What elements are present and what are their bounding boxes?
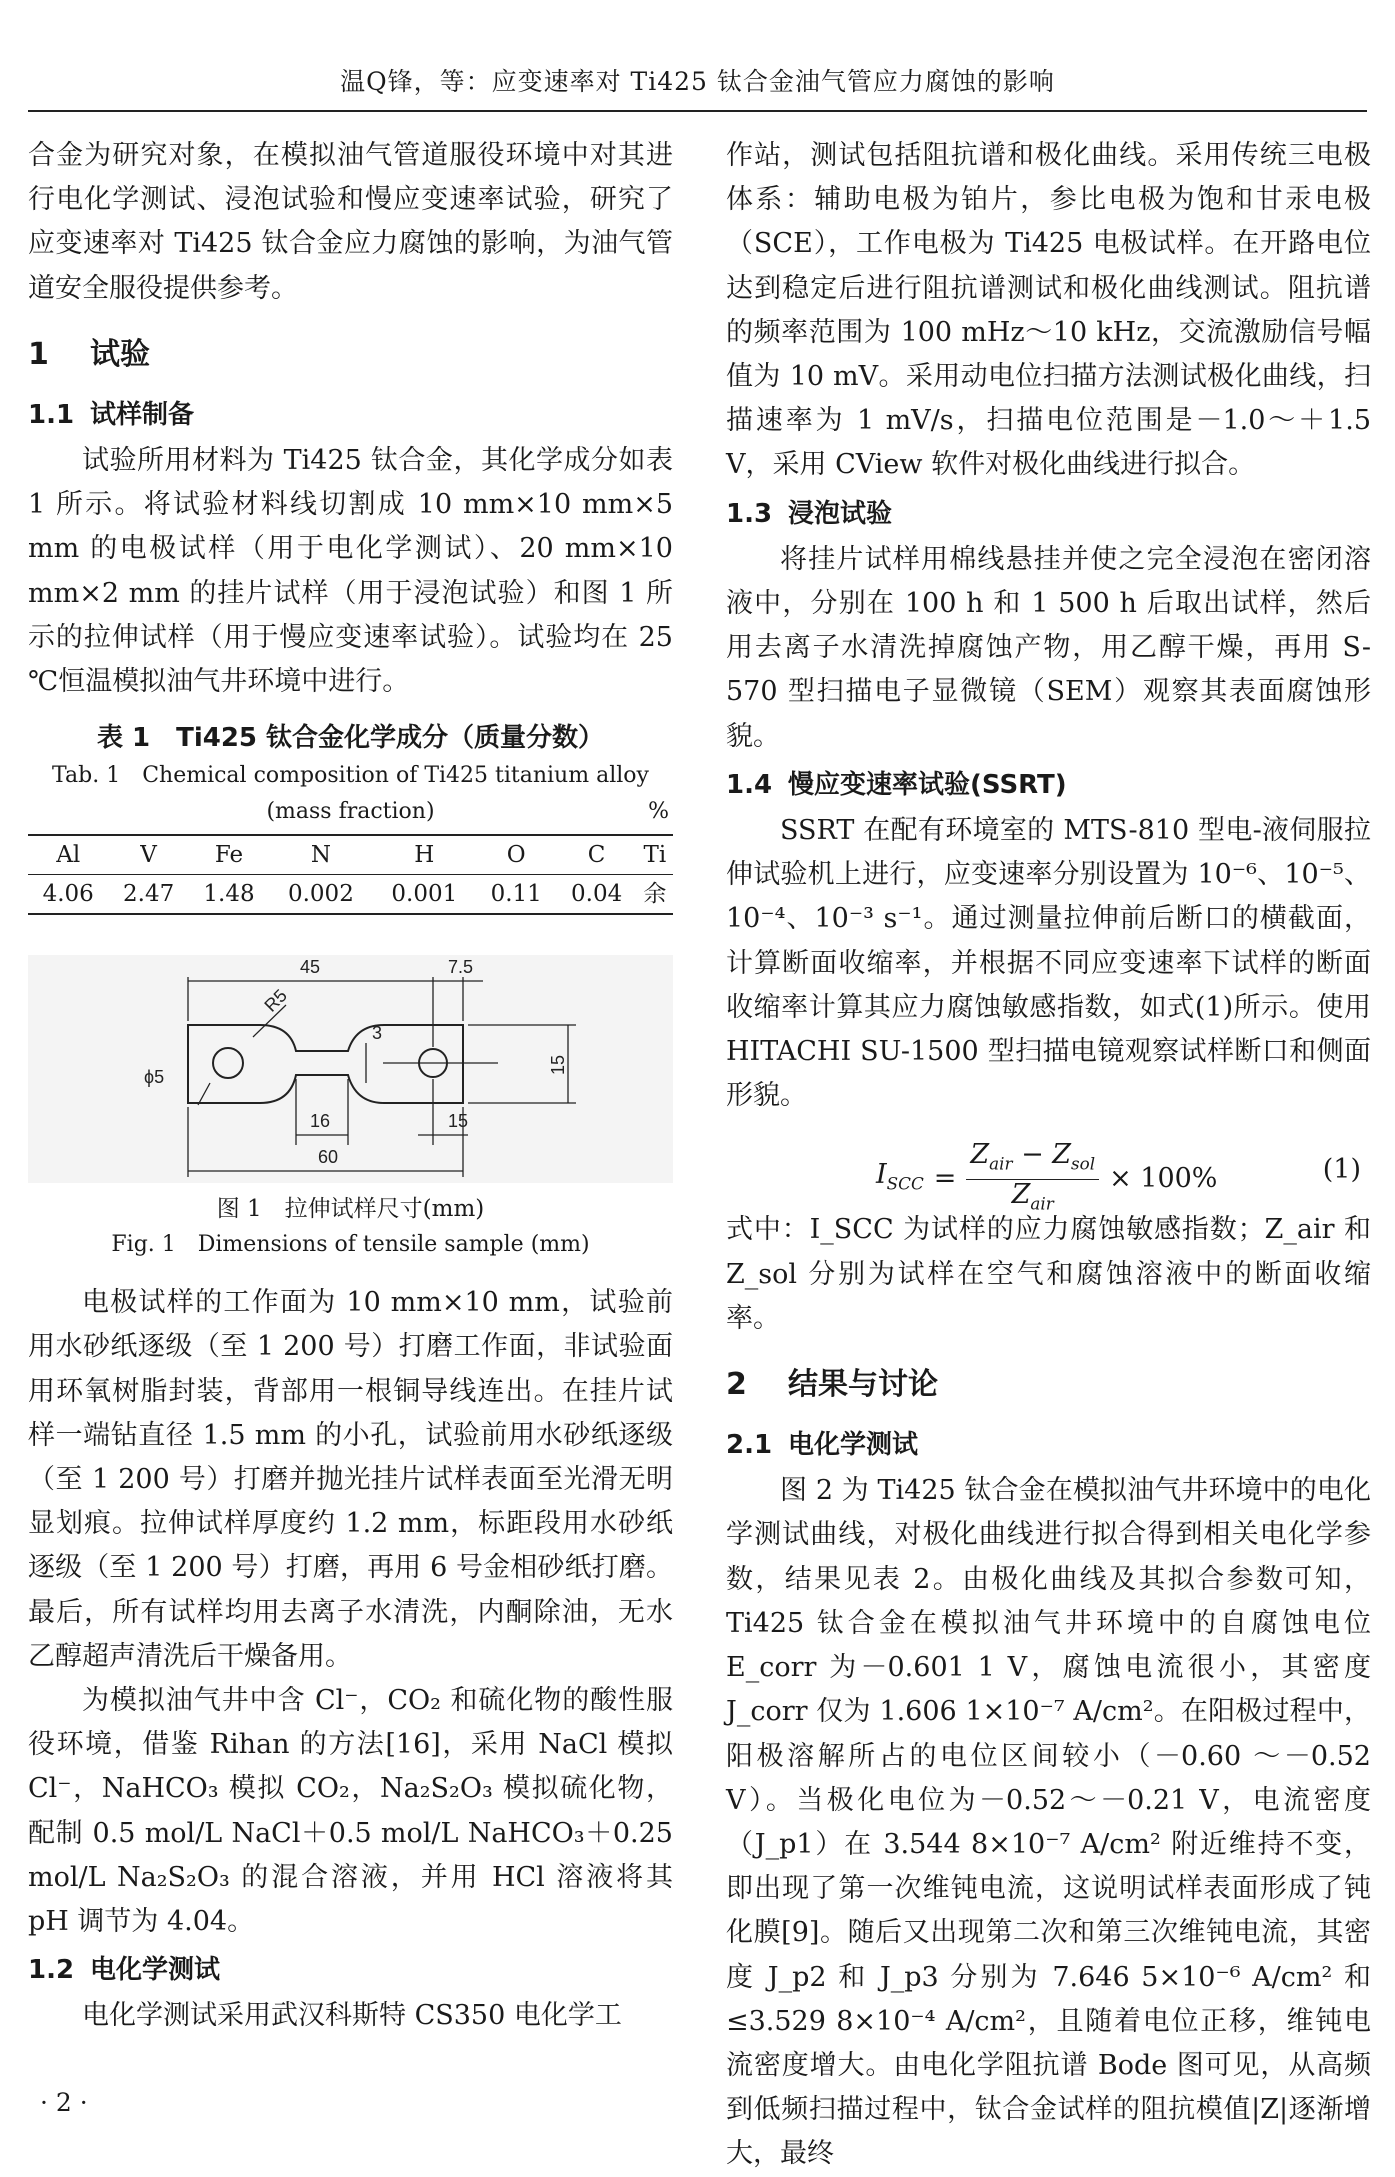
table-1-caption-en-line2 bbox=[28, 794, 673, 830]
eq-numerator bbox=[966, 1140, 1099, 1179]
intro-paragraph: 合金为研究对象，在模拟油气管道服役环境中对其进行电化学测试、浸泡试验和慢应变速率试验，研究了应变速率对 Ti425 钛合金应力腐蚀的影响，为油气管道安全服役提供参考。 bbox=[28, 140, 673, 304]
section-number: 1.2 bbox=[28, 1955, 75, 1986]
dim-16: 16 bbox=[310, 1111, 331, 1132]
section-2-heading bbox=[726, 1361, 1371, 1409]
table-cell: 0.04 bbox=[571, 881, 623, 908]
dim-45: 45 bbox=[300, 957, 321, 978]
table-cell: 1.48 bbox=[203, 881, 255, 908]
section-title: 浸泡试验 bbox=[788, 498, 893, 529]
eq-lhs-sub: SCC bbox=[886, 1173, 924, 1194]
table-1-caption-en2: (mass fraction) bbox=[266, 799, 435, 825]
figure-1-caption-en: Fig. 1 Dimensions of tensile sample (mm) bbox=[111, 1232, 590, 1258]
tensile-sample-drawing bbox=[28, 955, 673, 1183]
header-rule bbox=[28, 110, 1367, 112]
figure-1-caption-cn: 图 1 拉伸试样尺寸(mm) bbox=[216, 1196, 485, 1223]
section-1-3-heading bbox=[726, 492, 1371, 536]
eq-fraction bbox=[966, 1140, 1099, 1218]
section-number: 1.3 bbox=[726, 498, 773, 529]
section-title: 结果与讨论 bbox=[788, 1367, 938, 1403]
paragraph-electrochem-start: 电化学测试采用武汉科斯特 CS350 电化学工 bbox=[82, 2000, 622, 2032]
eq-num-sub1: air bbox=[989, 1153, 1013, 1174]
eq-tail: × 100% bbox=[1109, 1163, 1218, 1195]
section-title: 慢应变速率试验(SSRT) bbox=[788, 769, 1067, 800]
table-header-cell: Fe bbox=[214, 842, 244, 869]
dim-15-horizontal: 15 bbox=[448, 1111, 469, 1132]
table-header-cell: O bbox=[506, 842, 526, 869]
section-title: 试验 bbox=[90, 336, 150, 372]
table-1-caption-en: Tab. 1 Chemical composition of Ti425 titanium alloy bbox=[52, 763, 649, 789]
equation-1 bbox=[726, 1130, 1371, 1214]
paragraph-materials: 试验所用材料为 Ti425 钛合金，其化学成分如表 1 所示。将试验材料线切割成 10 mm×10 mm×5 mm 的电极试样（用于电化学测试）、20 mm×10 mm×2 mm 的挂片试样（用于浸泡试验）和图 1 所示的拉伸试样（用于慢应变速率试验）。试验均在 25 ℃恒温模拟油气井环境中进行。 bbox=[28, 445, 673, 698]
eq-lhs-symbol: I bbox=[876, 1159, 887, 1191]
table-cell: 余 bbox=[643, 881, 667, 908]
table-header-cell: H bbox=[414, 842, 435, 869]
table-header-cell: N bbox=[310, 842, 331, 869]
section-number: 1 bbox=[28, 336, 49, 372]
dim-15-vertical: 15 bbox=[548, 1055, 568, 1076]
table-header-cell: V bbox=[140, 842, 157, 869]
eq-num-z: Z bbox=[970, 1139, 990, 1171]
equation-body bbox=[876, 1140, 1217, 1218]
table-cell: 0.002 bbox=[287, 881, 354, 908]
page-number: · 2 · bbox=[40, 2088, 88, 2117]
section-number: 1.4 bbox=[726, 769, 773, 800]
table-cell: 4.06 bbox=[42, 881, 94, 908]
paragraph-electrochem-cont: 作站，测试包括阻抗谱和极化曲线。采用传统三电极体系：辅助电极为铂片，参比电极为饱和甘汞电极（SCE），工作电极为 Ti425 电极试样。在开路电位达到稳定后进行阻抗谱测试和极化曲线测试。阻抗谱的频率范围为 100 mHz～10 kHz，交流激励信号幅值为 10 mV。采用动电位扫描方法测试极化曲线，扫描速率为 1 mV/s，扫描电位范围是－1.0～＋1.5 V，采用 CView 软件对极化曲线进行拟合。 bbox=[726, 140, 1371, 481]
section-1-2-heading bbox=[28, 1948, 673, 1992]
paragraph-ssrt: SSRT 在配有环境室的 MTS-810 型电-液伺服拉伸试验机上进行，应变速率分别设置为 10⁻⁶、10⁻⁵、10⁻⁴、10⁻³ s⁻¹。通过测量拉伸前后断口的横截面，计算断面收缩率，并根据不同应变速率下试样的断面收缩率计算其应力腐蚀敏感指数，如式(1)所示。使用 HITACHI SU-1500 型扫描电镜观察试样断口和侧面形貌。 bbox=[726, 815, 1371, 1112]
section-number: 2 bbox=[726, 1367, 747, 1403]
paragraph-immersion: 将挂片试样用棉线悬挂并使之完全浸泡在密闭溶液中，分别在 100 h 和 1 500 h 后取出试样，然后用去离子水清洗掉腐蚀产物，用乙醇干燥，再用 S-570 型扫描电子显微镜（SEM）观察其表面腐蚀形貌。 bbox=[726, 543, 1371, 752]
section-1-heading bbox=[28, 331, 673, 379]
figure-1 bbox=[28, 955, 673, 1183]
eq-den-z: Z bbox=[1011, 1178, 1031, 1210]
dim-7-5: 7.5 bbox=[448, 957, 474, 978]
paragraph-solution: 为模拟油气井中含 Cl⁻，CO₂ 和硫化物的酸性服役环境，借鉴 Rihan 的方法[16]，采用 NaCl 模拟 Cl⁻，NaHCO₃ 模拟 CO₂，Na₂S₂O₃ 模拟硫化物，配制 0.5 mol/L NaCl＋0.5 mol/L NaHCO₃＋0.25 mol/L Na₂S₂O₃ 的混合溶液，并用 HCl 溶液将其 pH 调节为 4.04。 bbox=[28, 1685, 673, 1938]
table-header-cell: C bbox=[587, 842, 606, 869]
left-column bbox=[28, 134, 673, 2039]
section-1-4-heading bbox=[726, 763, 1371, 807]
table-header-row bbox=[28, 835, 673, 875]
dim-3: 3 bbox=[372, 1023, 383, 1044]
section-title: 电化学测试 bbox=[90, 1955, 221, 1986]
equation-number: (1) bbox=[1322, 1154, 1361, 1186]
table-1 bbox=[28, 834, 673, 915]
table-1-unit: % bbox=[648, 799, 669, 825]
section-title: 试样制备 bbox=[90, 399, 195, 430]
section-2-1-heading bbox=[726, 1423, 1371, 1467]
paragraph-preparation: 电极试样的工作面为 10 mm×10 mm，试验前用水砂纸逐级（至 1 200 号）打磨工作面，非试验面用环氧树脂封装，背部用一根铜导线连出。在挂片试样一端钻直径 1.5 mm 的小孔，试验前用水砂纸逐级（至 1 200 号）打磨并抛光挂片试样表面至光滑无明显划痕。拉伸试样厚度约 1.2 mm，标距段用水砂纸逐级（至 1 200 号）打磨，再用 6 号金相砂纸打磨。最后，所有试样均用去离子水清洗，内酮除油，无水乙醇超声清洗后干燥备用。 bbox=[28, 1287, 673, 1672]
right-column bbox=[726, 134, 1371, 2177]
dim-60: 60 bbox=[318, 1147, 339, 1168]
table-row bbox=[28, 875, 673, 915]
running-head: 温Q锋，等：应变速率对 Ti425 钛合金油气管应力腐蚀的影响 bbox=[340, 67, 1055, 96]
table-header-cell: Al bbox=[56, 842, 81, 869]
specimen-outline bbox=[188, 1025, 463, 1103]
paragraph-equation-notes: 式中：I_SCC 为试样的应力腐蚀敏感指数；Z_air 和 Z_sol 分别为试样在空气和腐蚀溶液中的断面收缩率。 bbox=[726, 1214, 1371, 1334]
eq-num-minus: − Z bbox=[1012, 1139, 1072, 1171]
table-cell: 2.47 bbox=[123, 881, 175, 908]
eq-denominator bbox=[1012, 1180, 1054, 1218]
section-title: 电化学测试 bbox=[788, 1430, 919, 1461]
eq-num-sub2: sol bbox=[1071, 1153, 1096, 1174]
dim-r5: R5 bbox=[260, 985, 291, 1016]
eq-lhs bbox=[876, 1153, 924, 1206]
table-header-cell: Ti bbox=[643, 842, 667, 869]
section-number: 2.1 bbox=[726, 1430, 773, 1461]
section-1-1-heading bbox=[28, 393, 673, 437]
eq-den-sub: air bbox=[1030, 1193, 1054, 1214]
paragraph-results: 图 2 为 Ti425 钛合金在模拟油气井环境中的电化学测试曲线，对极化曲线进行拟合得到相关电化学参数，结果见表 2。由极化曲线及其拟合参数可知，Ti425 钛合金在模拟油气井环境中的自腐蚀电位 E_corr 为－0.601 1 V，腐蚀电流很小，其密度 J_corr 仅为 1.606 1×10⁻⁷ A/cm²。在阳极过程中，阳极溶解所占的电位区间较小（－0.60 ～－0.52 V）。当极化电位为－0.52～－0.21 V，电流密度（J_p1）在 3.544 8×10⁻⁷ A/cm² 附近维持不变，即出现了第一次维钝电流，这说明试样表面形成了钝化膜[9]。随后又出现第二次和第三次维钝电流，其密度 J_p2 和 J_p3 分别为 7.646 5×10⁻⁶ A/cm² 和≤3.529 8×10⁻⁴ A/cm²，且随着电位正移，维钝电流密度增大。由电化学阻抗谱 Bode 图可见，从高频到低频扫描过程中，钛合金试样的阻抗模值|Z|逐渐增大，最终 bbox=[726, 1475, 1371, 2170]
hole-left bbox=[213, 1048, 243, 1078]
dim-phi5: ϕ5 bbox=[144, 1067, 165, 1088]
eq-equals: = bbox=[933, 1163, 957, 1195]
section-number: 1.1 bbox=[28, 399, 75, 430]
table-cell: 0.001 bbox=[391, 881, 458, 908]
table-1-caption-cn: 表 1 Ti425 钛合金化学成分（质量分数） bbox=[96, 723, 605, 754]
table-cell: 0.11 bbox=[490, 881, 542, 908]
